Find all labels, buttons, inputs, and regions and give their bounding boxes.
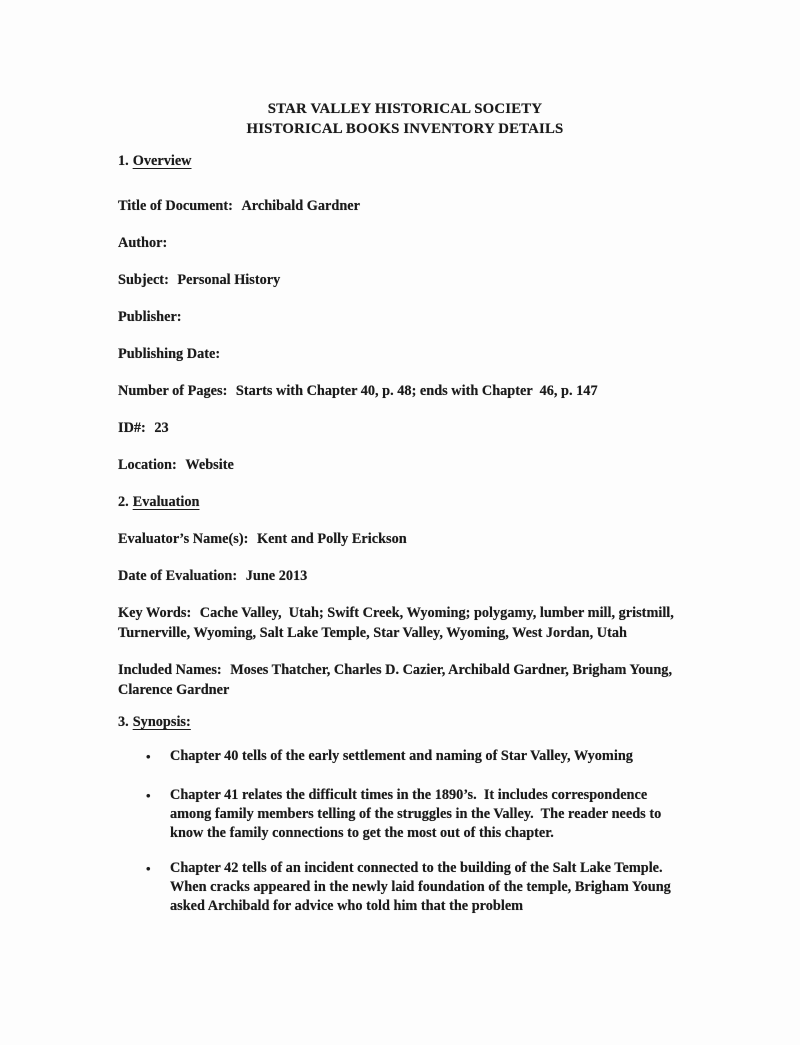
section-title-synopsis: Synopsis: [132, 714, 191, 730]
section-number-evaluation: 2. [118, 494, 129, 510]
field-label: Evaluator’s Name(s): [118, 531, 249, 547]
field-number-of-pages [118, 381, 692, 401]
bullet-text: Chapter 40 tells of the early settlement and naming of Star Valley, Wyoming [170, 748, 633, 764]
field-title-of-document [118, 196, 692, 216]
field-label: Number of Pages: [118, 383, 228, 399]
field-label: Author: [118, 235, 168, 251]
synopsis-bullet-chapter-42 [146, 859, 692, 916]
field-label: Included Names: [118, 662, 222, 678]
bullet-text: Chapter 42 tells of an incident connected to the building of the Salt Lake Temple. When cracks appeared in the newly laid foundation of the temple, Brigham Young asked Archibald for advice who told him that the problem [170, 860, 675, 914]
field-value: Starts with Chapter 40, p. 48; ends with Chapter 46, p. 147 [235, 383, 598, 399]
section-heading-synopsis [118, 712, 692, 732]
field-date-of-evaluation [118, 566, 692, 586]
field-location [118, 455, 692, 475]
field-id-number [118, 418, 692, 438]
synopsis-bullet-chapter-40 [146, 747, 692, 766]
field-label: Publishing Date: [118, 346, 221, 362]
synopsis-bullet-list [146, 747, 692, 916]
field-label: Subject: [118, 272, 169, 288]
field-value: Archibald Gardner [241, 198, 360, 214]
document-title-line2: HISTORICAL BOOKS INVENTORY DETAILS [246, 121, 564, 137]
field-value: Cache Valley, Utah; Swift Creek, Wyoming; polygamy, lumber mill, gristmill, Turnerville, Wyoming, Salt Lake Temple, Star Valley, Wyoming, West Jordan, Utah [118, 605, 678, 641]
field-label: ID#: [118, 420, 146, 436]
field-value: June 2013 [245, 568, 308, 584]
section-title-evaluation: Evaluation [132, 494, 200, 510]
field-label: Key Words: [118, 605, 192, 621]
field-included-names [118, 660, 692, 700]
section-heading-overview [118, 151, 692, 171]
bullet-text: Chapter 41 relates the difficult times in the 1890’s. It includes correspondence among family members telling of the struggles in the Valley. The reader needs to know the family connections to get the most out of this chapter. [170, 787, 665, 841]
field-label: Title of Document: [118, 198, 233, 214]
bullet-icon: • [146, 861, 151, 876]
section-number-synopsis: 3. [118, 714, 129, 730]
field-value: Kent and Polly Erickson [256, 531, 407, 547]
field-value: Personal History [177, 272, 281, 288]
document-title [118, 99, 692, 139]
bullet-icon: • [146, 749, 151, 764]
field-label: Date of Evaluation: [118, 568, 238, 584]
field-evaluator-names [118, 529, 692, 549]
document-title-line1: STAR VALLEY HISTORICAL SOCIETY [267, 101, 543, 117]
field-value: Website [185, 457, 234, 473]
field-publisher [118, 307, 692, 327]
field-publishing-date [118, 344, 692, 364]
field-label: Location: [118, 457, 177, 473]
section-number-overview: 1. [118, 153, 129, 169]
field-subject [118, 270, 692, 290]
field-key-words [118, 603, 692, 643]
bullet-icon: • [146, 788, 151, 803]
field-value: Moses Thatcher, Charles D. Cazier, Archibald Gardner, Brigham Young, Clarence Gardner [118, 662, 676, 698]
field-label: Publisher: [118, 309, 182, 325]
field-author [118, 233, 692, 253]
synopsis-bullet-chapter-41 [146, 786, 692, 843]
section-heading-evaluation [118, 492, 692, 512]
section-title-overview: Overview [132, 153, 192, 169]
field-value: 23 [154, 420, 169, 436]
